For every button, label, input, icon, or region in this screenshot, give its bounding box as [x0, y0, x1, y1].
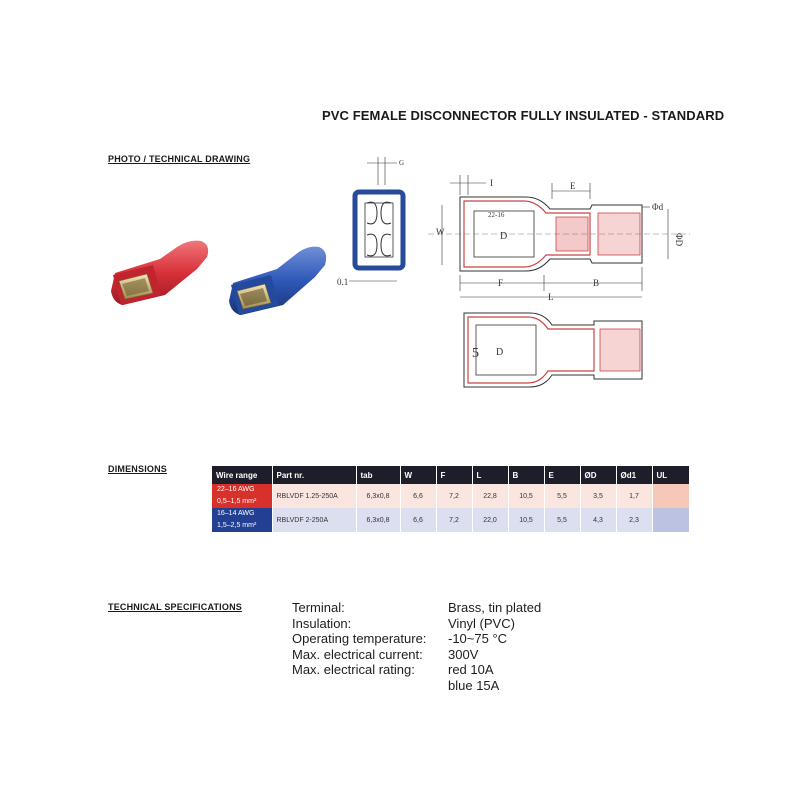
red-connector [111, 241, 208, 305]
spec-label: Operating temperature: [292, 631, 427, 647]
spec-label: Max. electrical current: [292, 646, 423, 662]
spec-label: Terminal: [292, 600, 345, 615]
f-cell: 7,2 [436, 508, 472, 532]
header-b: B [508, 466, 544, 484]
spec-value: red 10A [448, 662, 494, 678]
drawing-top-marking: 5 [472, 346, 479, 361]
w-cell: 6,6 [400, 508, 436, 532]
spec-row-terminal [292, 600, 541, 616]
drawing-label-d-small: Φd [652, 202, 664, 212]
drawing-label-b: B [593, 278, 600, 288]
od-cell: 3,5 [580, 484, 616, 508]
table-row [212, 484, 689, 508]
spec-row-temperature [292, 631, 541, 647]
tab-cell: 6,3x0,8 [356, 508, 400, 532]
b-cell: 10,5 [508, 508, 544, 532]
l-cell: 22,0 [472, 508, 508, 532]
drawing-label-l: L [548, 292, 554, 302]
od1-cell: 1,7 [616, 484, 652, 508]
part-nr-cell: RBLVDF 2-250A [272, 508, 356, 532]
header-od1: Ød1 [616, 466, 652, 484]
section-heading-dimensions: DIMENSIONS [108, 464, 168, 474]
section-heading-photo: PHOTO / TECHNICAL DRAWING [108, 154, 251, 164]
wire-mm: 0,5–1,5 mm² [217, 498, 257, 505]
wire-mm: 1,5–2,5 mm² [217, 522, 257, 529]
od1-cell: 2,3 [616, 508, 652, 532]
header-part-nr: Part nr. [272, 466, 356, 484]
f-cell: 7,2 [436, 484, 472, 508]
header-l: L [472, 466, 508, 484]
specifications-list [292, 600, 541, 694]
header-f: F [436, 466, 472, 484]
page-title: PVC FEMALE DISCONNECTOR FULLY INSULATED - STANDARD [322, 108, 725, 123]
header-ul: UL [652, 466, 689, 484]
drawing-top-letter-d: D [496, 347, 504, 358]
wire-awg: 16–14 AWG [217, 510, 255, 517]
part-nr-cell: RBLVDF 1.25-250A [272, 484, 356, 508]
od-cell: 4,3 [580, 508, 616, 532]
spec-value: blue 15A [448, 677, 500, 693]
header-od: ØD [580, 466, 616, 484]
wire-range-cell [212, 484, 272, 508]
drawing-label-w: W [436, 227, 445, 237]
drawing-label-gap: 0.1 [337, 277, 349, 287]
ul-cell [652, 484, 689, 508]
drawing-label-g: G [399, 159, 405, 167]
drawing-label-f: F [498, 278, 504, 288]
table-row [212, 508, 689, 532]
dimensions-table [212, 466, 690, 532]
front-view-drawing [335, 155, 415, 295]
ul-cell [652, 508, 689, 532]
header-tab: tab [356, 466, 400, 484]
drawing-letter-d: D [500, 231, 508, 242]
header-w: W [400, 466, 436, 484]
spec-label: Insulation: [292, 615, 352, 631]
header-wire-range: Wire range [212, 466, 272, 484]
drawing-label-e: E [570, 181, 576, 191]
blue-connector [229, 247, 326, 315]
drawing-marking: 22-16 [488, 211, 505, 219]
b-cell: 10,5 [508, 484, 544, 508]
tab-cell: 6,3x0,8 [356, 484, 400, 508]
spec-label: Max. electrical rating: [292, 662, 415, 678]
w-cell: 6,6 [400, 484, 436, 508]
spec-label [292, 678, 448, 694]
spec-value: -10~75 °C [448, 631, 508, 647]
spec-row-rating-blue [292, 678, 541, 694]
e-cell: 5,5 [544, 484, 580, 508]
table-header-row [212, 466, 689, 484]
spec-value: 300V [448, 646, 479, 662]
wire-range-cell [212, 508, 272, 532]
spec-row-rating [292, 662, 541, 678]
section-heading-technical: TECHNICAL SPECIFICATIONS [108, 602, 242, 612]
spec-row-current [292, 647, 541, 663]
header-e: E [544, 466, 580, 484]
product-photo [105, 225, 330, 320]
spec-row-insulation [292, 616, 541, 632]
e-cell: 5,5 [544, 508, 580, 532]
drawing-label-i: I [490, 178, 493, 188]
spec-value: Brass, tin plated [448, 600, 542, 615]
drawing-label-d-large: ΦD [674, 233, 684, 247]
side-view-drawing [428, 165, 690, 310]
top-view-drawing [460, 305, 660, 395]
spec-value: Vinyl (PVC) [448, 615, 515, 631]
wire-awg: 22–16 AWG [217, 486, 255, 493]
l-cell: 22,8 [472, 484, 508, 508]
